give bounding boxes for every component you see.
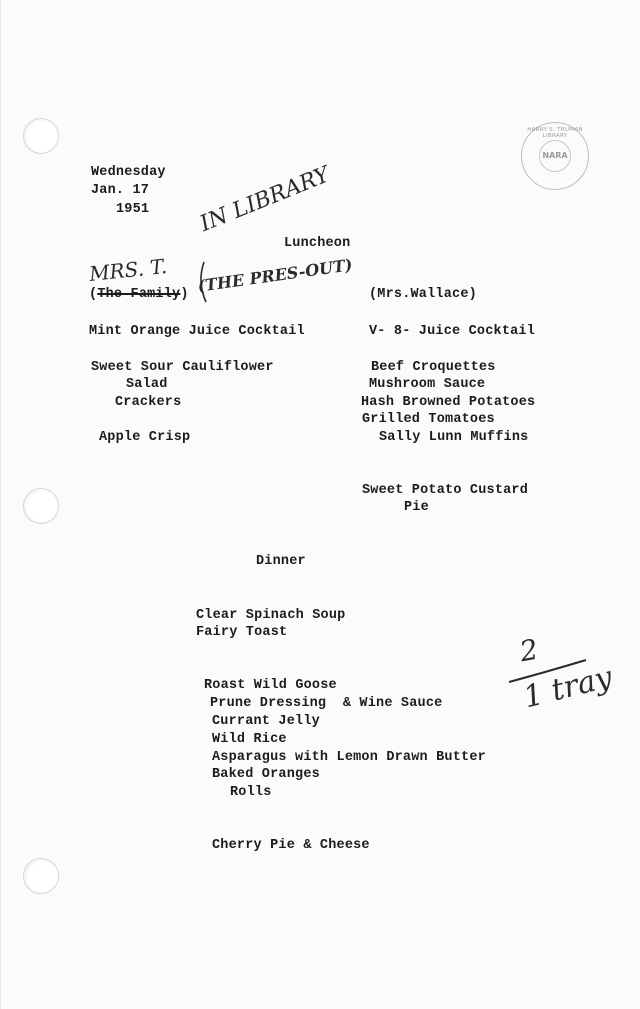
- dinner-item: Baked Oranges: [212, 767, 320, 782]
- dinner-item: Fairy Toast: [196, 625, 288, 640]
- wallace-item: Hash Browned Potatoes: [361, 395, 536, 410]
- handwritten-mrs-t: MRS. T.: [87, 253, 169, 287]
- family-item: Sweet Sour Cauliflower: [91, 360, 274, 375]
- wallace-item: Mushroom Sauce: [369, 377, 486, 392]
- wallace-item: V- 8- Juice Cocktail: [369, 324, 536, 339]
- menu-year: 1951: [116, 202, 150, 217]
- stamp-ring-text: HARRY S. TRUMAN LIBRARY: [527, 127, 583, 139]
- handwritten-strokes: [1, 0, 640, 1009]
- family-paren-close: ): [180, 287, 189, 302]
- dinner-item: Clear Spinach Soup: [196, 608, 346, 623]
- wallace-item: Grilled Tomatoes: [362, 412, 495, 427]
- menu-weekday: Wednesday: [91, 165, 166, 180]
- dinner-item: Currant Jelly: [212, 714, 320, 729]
- pres-out-paren-stroke: [201, 262, 206, 302]
- family-item: Salad: [126, 377, 168, 392]
- dinner-item: Asparagus with Lemon Drawn Butter: [212, 750, 486, 765]
- stamp-center-text: NARA: [539, 140, 571, 172]
- family-paren-open: (: [89, 287, 98, 302]
- family-item: Crackers: [115, 395, 182, 410]
- luncheon-title: Luncheon: [284, 236, 351, 251]
- wallace-item: Sally Lunn Muffins: [379, 430, 529, 445]
- dinner-title: Dinner: [256, 554, 306, 569]
- dinner-item: Prune Dressing & Wine Sauce: [210, 696, 443, 711]
- dinner-item: Rolls: [230, 785, 272, 800]
- dinner-item: Cherry Pie & Cheese: [212, 838, 370, 853]
- dinner-item: Wild Rice: [212, 732, 287, 747]
- wallace-item: Pie: [404, 500, 429, 515]
- tray-divider-stroke: [509, 660, 586, 682]
- wallace-paren-close: ): [468, 287, 477, 302]
- family-item: Mint Orange Juice Cocktail: [89, 324, 305, 339]
- handwritten-tray: 1 tray: [520, 659, 616, 716]
- menu-date: Jan. 17: [91, 183, 150, 198]
- handwritten-in-library: IN LIBRARY: [196, 162, 334, 237]
- wallace-label: (Mrs.Wallace: [369, 287, 469, 302]
- family-item: Apple Crisp: [99, 430, 191, 445]
- wallace-item: Beef Croquettes: [371, 360, 496, 375]
- dinner-item: Roast Wild Goose: [204, 678, 337, 693]
- wallace-item: Sweet Potato Custard: [362, 483, 529, 498]
- family-label-struck: The Family: [97, 287, 181, 302]
- handwritten-pres-out: (THE PRES-OUT): [196, 255, 354, 296]
- handwritten-count: 2: [517, 632, 541, 669]
